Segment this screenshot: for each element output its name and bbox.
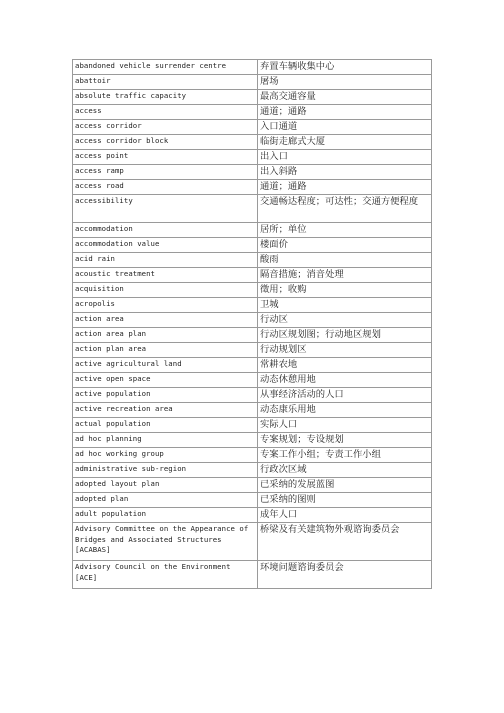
table-row bbox=[73, 90, 432, 105]
english-term: access ramp bbox=[73, 165, 258, 180]
table-row bbox=[73, 165, 432, 180]
table-row bbox=[73, 60, 432, 75]
chinese-translation: 隔音措施；消音处理 bbox=[258, 268, 432, 283]
table-row bbox=[73, 493, 432, 508]
chinese-translation: 行动区 bbox=[258, 313, 432, 328]
table-row bbox=[73, 253, 432, 268]
glossary-page bbox=[72, 59, 432, 589]
chinese-translation: 桥梁及有关建筑物外观谘询委员会 bbox=[258, 523, 432, 561]
table-row bbox=[73, 195, 432, 223]
chinese-translation: 最高交通容量 bbox=[258, 90, 432, 105]
chinese-translation: 行动区规划图；行动地区规划 bbox=[258, 328, 432, 343]
chinese-translation: 出入口 bbox=[258, 150, 432, 165]
english-term: access road bbox=[73, 180, 258, 195]
table-row bbox=[73, 508, 432, 523]
chinese-translation: 徵用；收购 bbox=[258, 283, 432, 298]
chinese-translation: 居所；单位 bbox=[258, 223, 432, 238]
chinese-translation: 弃置车辆收集中心 bbox=[258, 60, 432, 75]
english-term: adopted plan bbox=[73, 493, 258, 508]
table-row bbox=[73, 283, 432, 298]
table-row bbox=[73, 105, 432, 120]
english-term: accommodation value bbox=[73, 238, 258, 253]
table-row bbox=[73, 418, 432, 433]
table-row bbox=[73, 358, 432, 373]
chinese-translation: 从事经济活动的人口 bbox=[258, 388, 432, 403]
chinese-translation: 专案工作小组；专责工作小组 bbox=[258, 448, 432, 463]
chinese-translation: 常耕农地 bbox=[258, 358, 432, 373]
table-row bbox=[73, 150, 432, 165]
chinese-translation: 酸雨 bbox=[258, 253, 432, 268]
english-term: Advisory Committee on the Appearance of Bridges and Associated Structures [ACABAS] bbox=[73, 523, 258, 561]
table-row bbox=[73, 75, 432, 90]
chinese-translation: 动态休憩用地 bbox=[258, 373, 432, 388]
table-row bbox=[73, 343, 432, 358]
english-term: active open space bbox=[73, 373, 258, 388]
english-term: active agricultural land bbox=[73, 358, 258, 373]
english-term: access corridor bbox=[73, 120, 258, 135]
english-term: access point bbox=[73, 150, 258, 165]
chinese-translation: 出入斜路 bbox=[258, 165, 432, 180]
chinese-translation: 已采纳的图则 bbox=[258, 493, 432, 508]
table-row bbox=[73, 298, 432, 313]
english-term: actual population bbox=[73, 418, 258, 433]
english-term: administrative sub-region bbox=[73, 463, 258, 478]
table-row bbox=[73, 223, 432, 238]
chinese-translation: 专案规划；专设规划 bbox=[258, 433, 432, 448]
chinese-translation: 临街走廊式大厦 bbox=[258, 135, 432, 150]
english-term: access bbox=[73, 105, 258, 120]
english-term: acid rain bbox=[73, 253, 258, 268]
english-term: active population bbox=[73, 388, 258, 403]
table-row bbox=[73, 478, 432, 493]
english-term: accessibility bbox=[73, 195, 258, 223]
english-term: acquisition bbox=[73, 283, 258, 298]
table-row bbox=[73, 523, 432, 561]
table-row bbox=[73, 448, 432, 463]
english-term: action area plan bbox=[73, 328, 258, 343]
chinese-translation: 屠场 bbox=[258, 75, 432, 90]
chinese-translation: 环境问题谘询委员会 bbox=[258, 561, 432, 589]
english-term: ad hoc planning bbox=[73, 433, 258, 448]
chinese-translation: 交通畅达程度；可达性；交通方便程度 bbox=[258, 195, 432, 223]
english-term: ad hoc working group bbox=[73, 448, 258, 463]
chinese-translation: 实际人口 bbox=[258, 418, 432, 433]
english-term: access corridor block bbox=[73, 135, 258, 150]
english-term: accommodation bbox=[73, 223, 258, 238]
chinese-translation: 成年人口 bbox=[258, 508, 432, 523]
chinese-translation: 楼面价 bbox=[258, 238, 432, 253]
chinese-translation: 通道；通路 bbox=[258, 105, 432, 120]
table-row bbox=[73, 403, 432, 418]
english-term: active recreation area bbox=[73, 403, 258, 418]
table-row bbox=[73, 328, 432, 343]
table-row bbox=[73, 388, 432, 403]
chinese-translation: 卫城 bbox=[258, 298, 432, 313]
english-term: acropolis bbox=[73, 298, 258, 313]
table-row bbox=[73, 238, 432, 253]
english-term: adopted layout plan bbox=[73, 478, 258, 493]
chinese-translation: 行动规划区 bbox=[258, 343, 432, 358]
chinese-translation: 行政次区域 bbox=[258, 463, 432, 478]
chinese-translation: 通道；通路 bbox=[258, 180, 432, 195]
table-row bbox=[73, 373, 432, 388]
table-row bbox=[73, 180, 432, 195]
table-row bbox=[73, 561, 432, 589]
english-term: abandoned vehicle surrender centre bbox=[73, 60, 258, 75]
table-row bbox=[73, 313, 432, 328]
table-row bbox=[73, 463, 432, 478]
glossary-table-body bbox=[73, 60, 432, 589]
chinese-translation: 入口通道 bbox=[258, 120, 432, 135]
english-term: acoustic treatment bbox=[73, 268, 258, 283]
english-term: action area bbox=[73, 313, 258, 328]
chinese-translation: 已采纳的发展蓝图 bbox=[258, 478, 432, 493]
table-row bbox=[73, 433, 432, 448]
english-term: action plan area bbox=[73, 343, 258, 358]
table-row bbox=[73, 135, 432, 150]
english-term: adult population bbox=[73, 508, 258, 523]
table-row bbox=[73, 120, 432, 135]
glossary-table bbox=[72, 59, 432, 589]
english-term: abattoir bbox=[73, 75, 258, 90]
english-term: Advisory Council on the Environment [ACE] bbox=[73, 561, 258, 589]
english-term: absolute traffic capacity bbox=[73, 90, 258, 105]
chinese-translation: 动态康乐用地 bbox=[258, 403, 432, 418]
table-row bbox=[73, 268, 432, 283]
